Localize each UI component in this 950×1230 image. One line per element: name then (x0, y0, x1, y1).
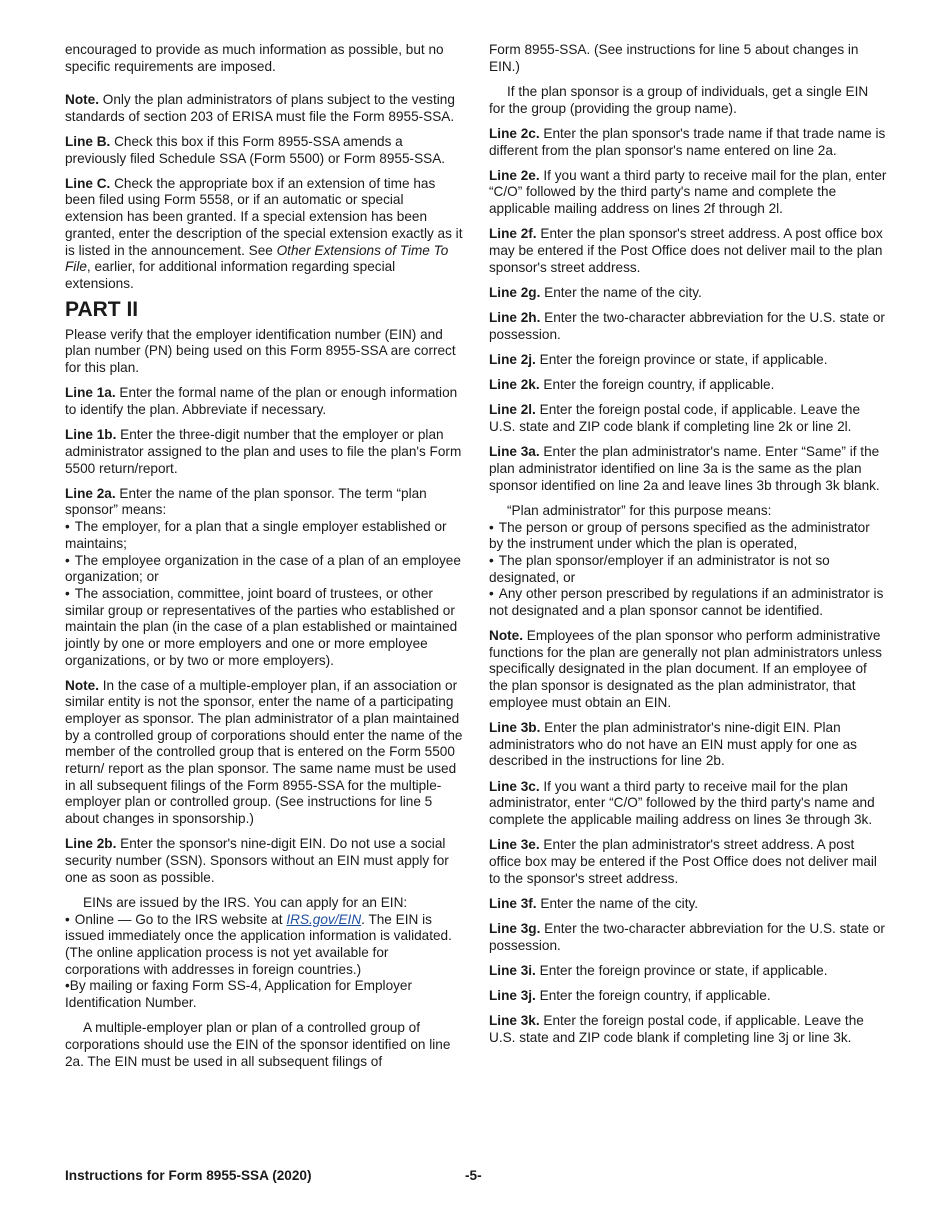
bullet-item: • The employer, for a plan that a single employer established or maintains; (65, 519, 447, 551)
line-2j-paragraph: Line 2j. Enter the foreign province or state, if applicable. (489, 352, 828, 368)
paragraph: Form 8955-SSA. (See instructions for line 5 about changes in EIN.) (489, 42, 859, 74)
right-column (489, 42, 887, 1055)
line-3b-paragraph: Line 3b. Enter the plan administrator's nine-digit EIN. Plan administrators who do not have an EIN must apply for one as described in the instructions for line 2b. (489, 719, 857, 769)
paragraph: “Plan administrator” for this purpose means: (507, 502, 772, 518)
line-3j-paragraph: Line 3j. Enter the foreign country, if applicable. (489, 988, 771, 1004)
left-column (65, 42, 463, 1070)
line-b-paragraph: Line B. Check this box if this Form 8955-SSA amends a previously filed Schedule SSA (Form 5500) or Form 8955-SSA. (65, 133, 446, 166)
paragraph: If the plan sponsor is a group of individuals, get a single EIN for the group (providing the group name). (489, 83, 869, 116)
line-3i-paragraph: Line 3i. Enter the foreign province or state, if applicable. (489, 962, 828, 978)
page-number: -5- (465, 1168, 482, 1183)
line-2a-paragraph: Line 2a. Enter the name of the plan sponsor. The term “plan sponsor” means: (65, 485, 427, 518)
footer-title: Instructions for Form 8955-SSA (2020) (65, 1168, 312, 1183)
bullet-icon: • (65, 552, 70, 568)
bullet-item: • The plan sponsor/employer if an administrator is not so designated, or (489, 553, 830, 585)
line-2g-paragraph: Line 2g. Enter the name of the city. (489, 284, 702, 300)
section-heading: PART II (65, 297, 139, 321)
line-3g-paragraph: Line 3g. Enter the two-character abbreviation for the U.S. state or possession. (489, 920, 885, 953)
line-2e-paragraph: Line 2e. If you want a third party to receive mail for the plan, enter “C/O” followed by the third party's name and complete the applicable mailing address on lines 2f through 2l. (489, 167, 887, 217)
line-3f-paragraph: Line 3f. Enter the name of the city. (489, 895, 699, 911)
bullet-item: • The employee organization in the case of a plan of an employee organization; or (65, 552, 461, 585)
line-2b-paragraph: Line 2b. Enter the sponsor's nine-digit EIN. Do not use a social security number (SSN). Sponsors without an EIN must apply for one as soon as possible. (65, 836, 449, 885)
paragraph: EINs are issued by the IRS. You can apply for an EIN: (83, 894, 408, 910)
bullet-icon: • (489, 586, 494, 602)
bullet-icon: • (489, 519, 494, 535)
bullet-item: • The person or group of persons specified as the administrator by the instrument under which the plan is operated, (489, 519, 870, 552)
irs-ein-link[interactable]: IRS.gov/EIN (286, 911, 362, 927)
note-paragraph: Note. In the case of a multiple-employer plan, if an association or similar entity is not the sponsor, enter the name of a participating employer as sponsor. The plan administrator of a plan maintained by a controlled group of corporations should enter the name of the member of the controlled group that is entered on the Form 5500 return/ report as the plan sponsor. The same name must be used in all subsequent filings of the Form 8955-SSA for the multiple-employer plan or controlled group. (See instructions for line 5 about changes in sponsorship.) (65, 677, 463, 827)
line-1b-paragraph: Line 1b. Enter the three-digit number that the employer or plan administrator assigned to the plan and uses to file the plan's Form 5500 return/report. (65, 427, 462, 476)
line-3e-paragraph: Line 3e. Enter the plan administrator's street address. A post office box may be entered if the Post Office does not deliver mail to the sponsor's street address. (489, 837, 877, 886)
bullet-item: • The association, committee, joint board of trustees, or other similar group or representatives of the parties who established or maintain the plan (in the case of a plan established or maintained jointly by one or more employers and one or more employee organizations, or by two or more employers). (65, 585, 458, 668)
line-2f-paragraph: Line 2f. Enter the plan sponsor's street address. A post office box may be entered if the Post Office does not deliver mail to the plan sponsor's street address. (489, 226, 883, 275)
page-footer (65, 1168, 887, 1183)
bullet-icon: • (65, 978, 70, 994)
bullet-icon: • (65, 911, 70, 927)
note-paragraph: Note. Only the plan administrators of plans subject to the vesting standards of section 203 of ERISA must file the Form 8955-SSA. (65, 91, 455, 124)
paragraph: A multiple-employer plan or plan of a controlled group of corporations should use the EIN of the sponsor identified on line 2a. The EIN must be used in all subsequent filings of (65, 1020, 451, 1069)
bullet-icon: • (65, 585, 70, 601)
line-2h-paragraph: Line 2h. Enter the two-character abbreviation for the U.S. state or possession. (489, 310, 885, 342)
line-3k-paragraph: Line 3k. Enter the foreign postal code, if applicable. Leave the U.S. state and ZIP code blank if completing line 3j or line 3k. (489, 1013, 864, 1045)
line-3c-paragraph: Line 3c. If you want a third party to receive mail for the plan administrator, enter “C/O” followed by the third party's name and complete the applicable mailing address on lines 3e through 3k. (489, 778, 875, 827)
paragraph: Please verify that the employer identification number (EIN) and plan number (PN) being used on this Form 8955-SSA are correct for this plan. (65, 326, 456, 376)
line-2k-paragraph: Line 2k. Enter the foreign country, if applicable. (489, 377, 775, 393)
line-2c-paragraph: Line 2c. Enter the plan sponsor's trade name if that trade name is different from the plan sponsor's name entered on line 2a. (489, 125, 886, 158)
bullet-icon: • (65, 519, 70, 535)
bullet-item: • Online — Go to the IRS website at IRS.gov/EIN. The EIN is issued immediately once the application information is validated. (The online application process is not yet available for corporations with addresses in foreign countries.) (65, 911, 452, 977)
line-2l-paragraph: Line 2l. Enter the foreign postal code, if applicable. Leave the U.S. state and ZIP code blank if completing line 2k or line 2l. (489, 402, 861, 435)
note-paragraph: Note. Employees of the plan sponsor who perform administrative functions for the plan are generally not plan administrators unless specifically designated in the plan document. If an employee of the plan sponsor is designated as the plan administrator, that employee must obtain an EIN. (489, 627, 882, 710)
line-3a-paragraph: Line 3a. Enter the plan administrator's name. Enter “Same” if the plan administrator identified on line 3a is the same as the plan sponsor identified on line 2a and leave lines 3b through 3k blank. (489, 444, 880, 493)
paragraph: encouraged to provide as much information as possible, but no specific requirements are imposed. (65, 42, 444, 74)
bullet-icon: • (489, 553, 494, 569)
line-c-paragraph: Line C. Check the appropriate box if an extension of time has been filed using Form 5558, or if an automatic or special extension has been granted. If a special extension has been granted, enter the description of the special extension exactly as it is listed in the announcement. See Other Extensions of Time To File, earlier, for additional information regarding special extensions. (65, 175, 463, 291)
bullet-item: • Any other person prescribed by regulations if an administrator is not designated and a plan sponsor cannot be identified. (489, 586, 884, 619)
line-1a-paragraph: Line 1a. Enter the formal name of the plan or enough information to identify the plan. Abbreviate if necessary. (65, 385, 458, 417)
bullet-item: •By mailing or faxing Form SS-4, Application for Employer Identification Number. (65, 978, 413, 1011)
